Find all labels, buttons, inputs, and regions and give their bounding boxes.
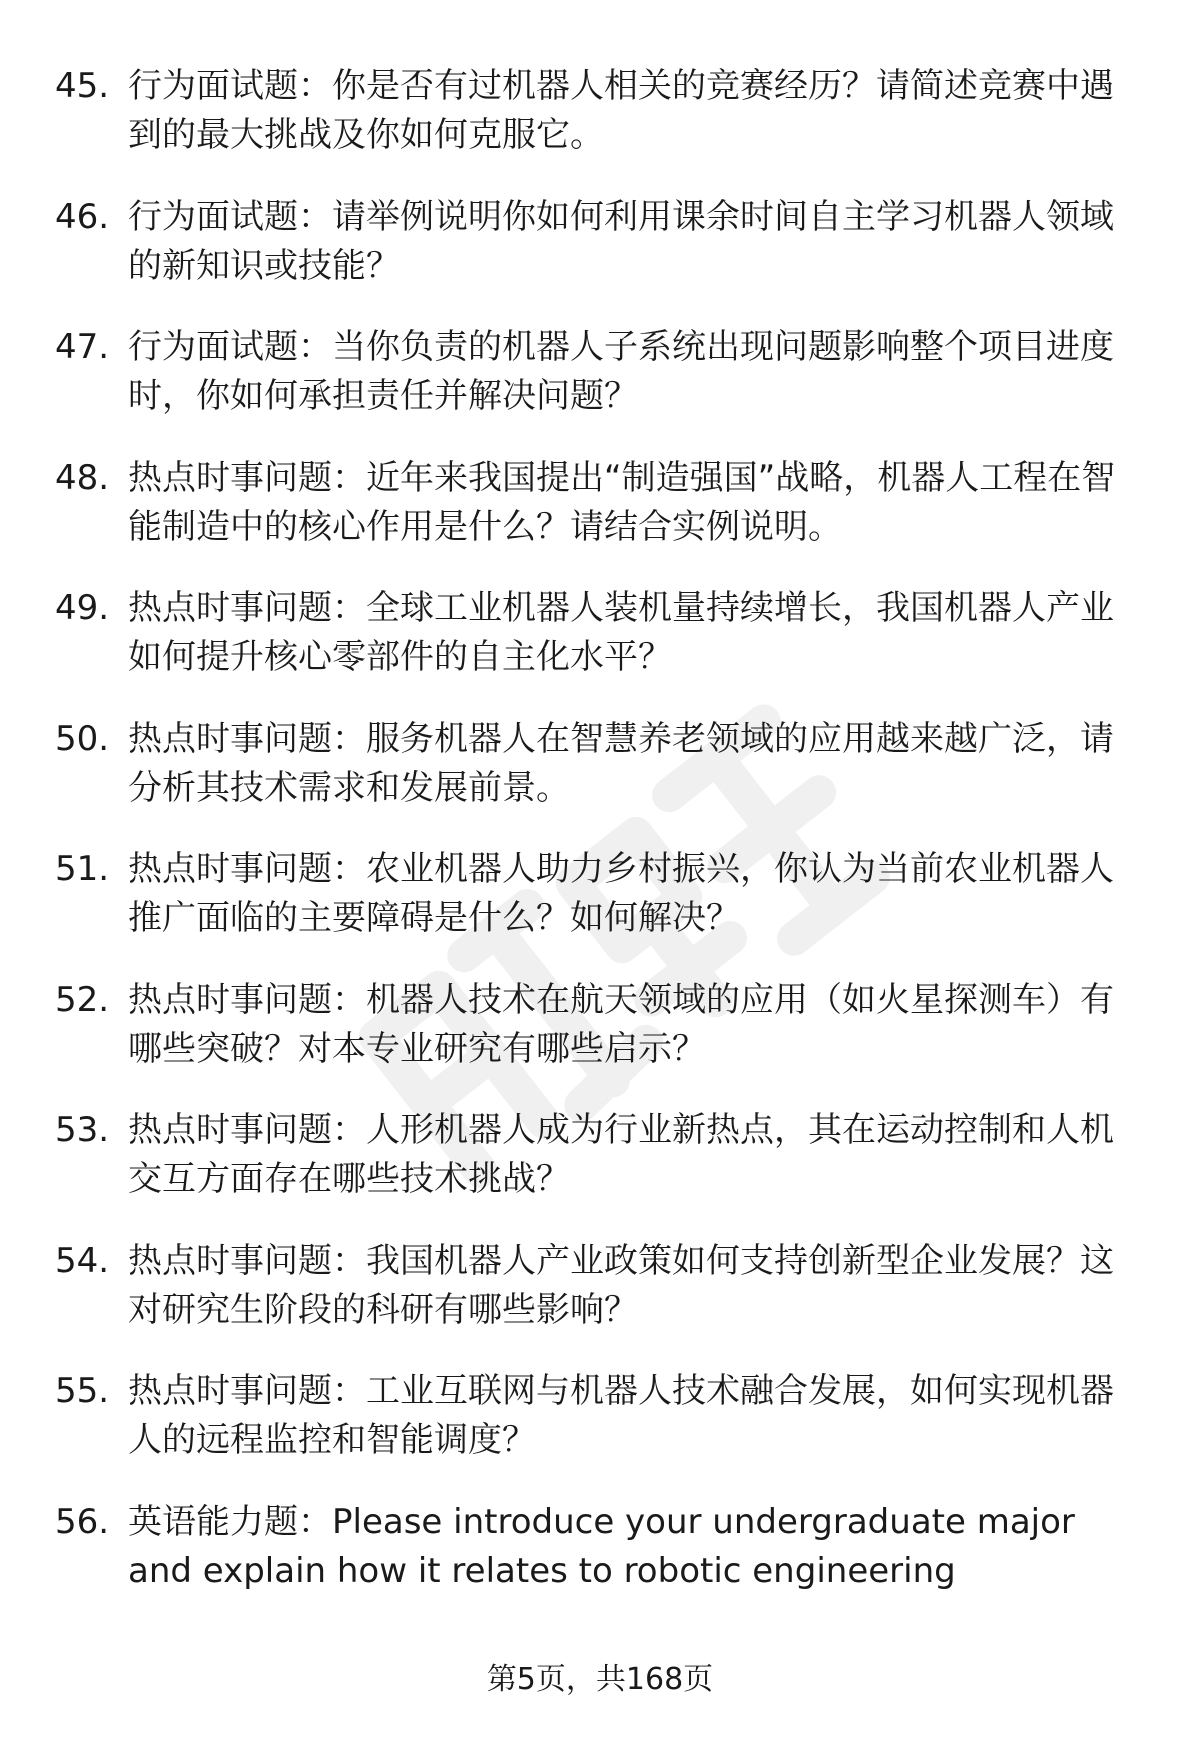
question-text: 热点时事问题：工业互联网与机器人技术融合发展，如何实现机器人的远程监控和智能调度？ — [128, 1371, 1114, 1460]
question-item — [0, 584, 1200, 715]
question-list — [0, 62, 1200, 1628]
question-number: 51. — [55, 849, 110, 889]
question-text: 热点时事问题：农业机器人助力乡村振兴，你认为当前农业机器人推广面临的主要障碍是什么？如何解决？ — [128, 849, 1114, 938]
question-number: 48. — [55, 457, 110, 498]
question-text: 热点时事问题：我国机器人产业政策如何支持创新型企业发展？这对研究生阶段的科研有哪些影响？ — [128, 1240, 1114, 1330]
question-number: 45. — [55, 66, 110, 106]
question-text: 热点时事问题：机器人技术在航天领域的应用（如火星探测车）有哪些突破？对本专业研究有哪些启示？ — [128, 979, 1114, 1069]
question-text: 行为面试题：你是否有过机器人相关的竞赛经历？请简述竞赛中遇到的最大挑战及你如何克服它。 — [128, 66, 1114, 155]
question-number: 46. — [55, 196, 110, 237]
question-item — [0, 1498, 1200, 1629]
question-item — [0, 193, 1200, 324]
question-text: 行为面试题：当你负责的机器人子系统出现问题影响整个项目进度时，你如何承担责任并解决问题？ — [128, 327, 1114, 416]
question-number: 52. — [55, 979, 110, 1020]
question-number: 54. — [55, 1240, 110, 1281]
question-item — [0, 845, 1200, 976]
question-item — [0, 323, 1200, 454]
question-item — [0, 1367, 1200, 1498]
question-item — [0, 454, 1200, 585]
question-text: 英语能力题：Please introduce your undergraduate major and explain how it relates to robotic engineering — [128, 1501, 1075, 1591]
question-text: 热点时事问题：人形机器人成为行业新热点，其在运动控制和人机交互方面存在哪些技术挑战？ — [128, 1110, 1114, 1199]
question-item — [0, 976, 1200, 1107]
question-item — [0, 62, 1200, 193]
question-item — [0, 1106, 1200, 1237]
question-number: 50. — [55, 718, 110, 759]
question-number: 47. — [55, 327, 110, 367]
question-item — [0, 1237, 1200, 1368]
question-number: 55. — [55, 1371, 110, 1411]
question-text: 行为面试题：请举例说明你如何利用课余时间自主学习机器人领域的新知识或技能？ — [128, 196, 1114, 286]
page-number-footer: 第5页，共168页 — [486, 1662, 714, 1697]
question-number: 53. — [55, 1110, 110, 1150]
question-text: 热点时事问题：近年来我国提出“制造强国”战略，机器人工程在智能制造中的核心作用是什么？请结合实例说明。 — [128, 457, 1116, 547]
question-text: 热点时事问题：服务机器人在智慧养老领域的应用越来越广泛，请分析其技术需求和发展前景。 — [128, 718, 1114, 808]
question-number: 49. — [55, 588, 110, 628]
question-number: 56. — [55, 1501, 110, 1542]
question-text: 热点时事问题：全球工业机器人装机量持续增长，我国机器人产业如何提升核心零部件的自主化水平？ — [128, 588, 1114, 677]
question-item — [0, 715, 1200, 846]
